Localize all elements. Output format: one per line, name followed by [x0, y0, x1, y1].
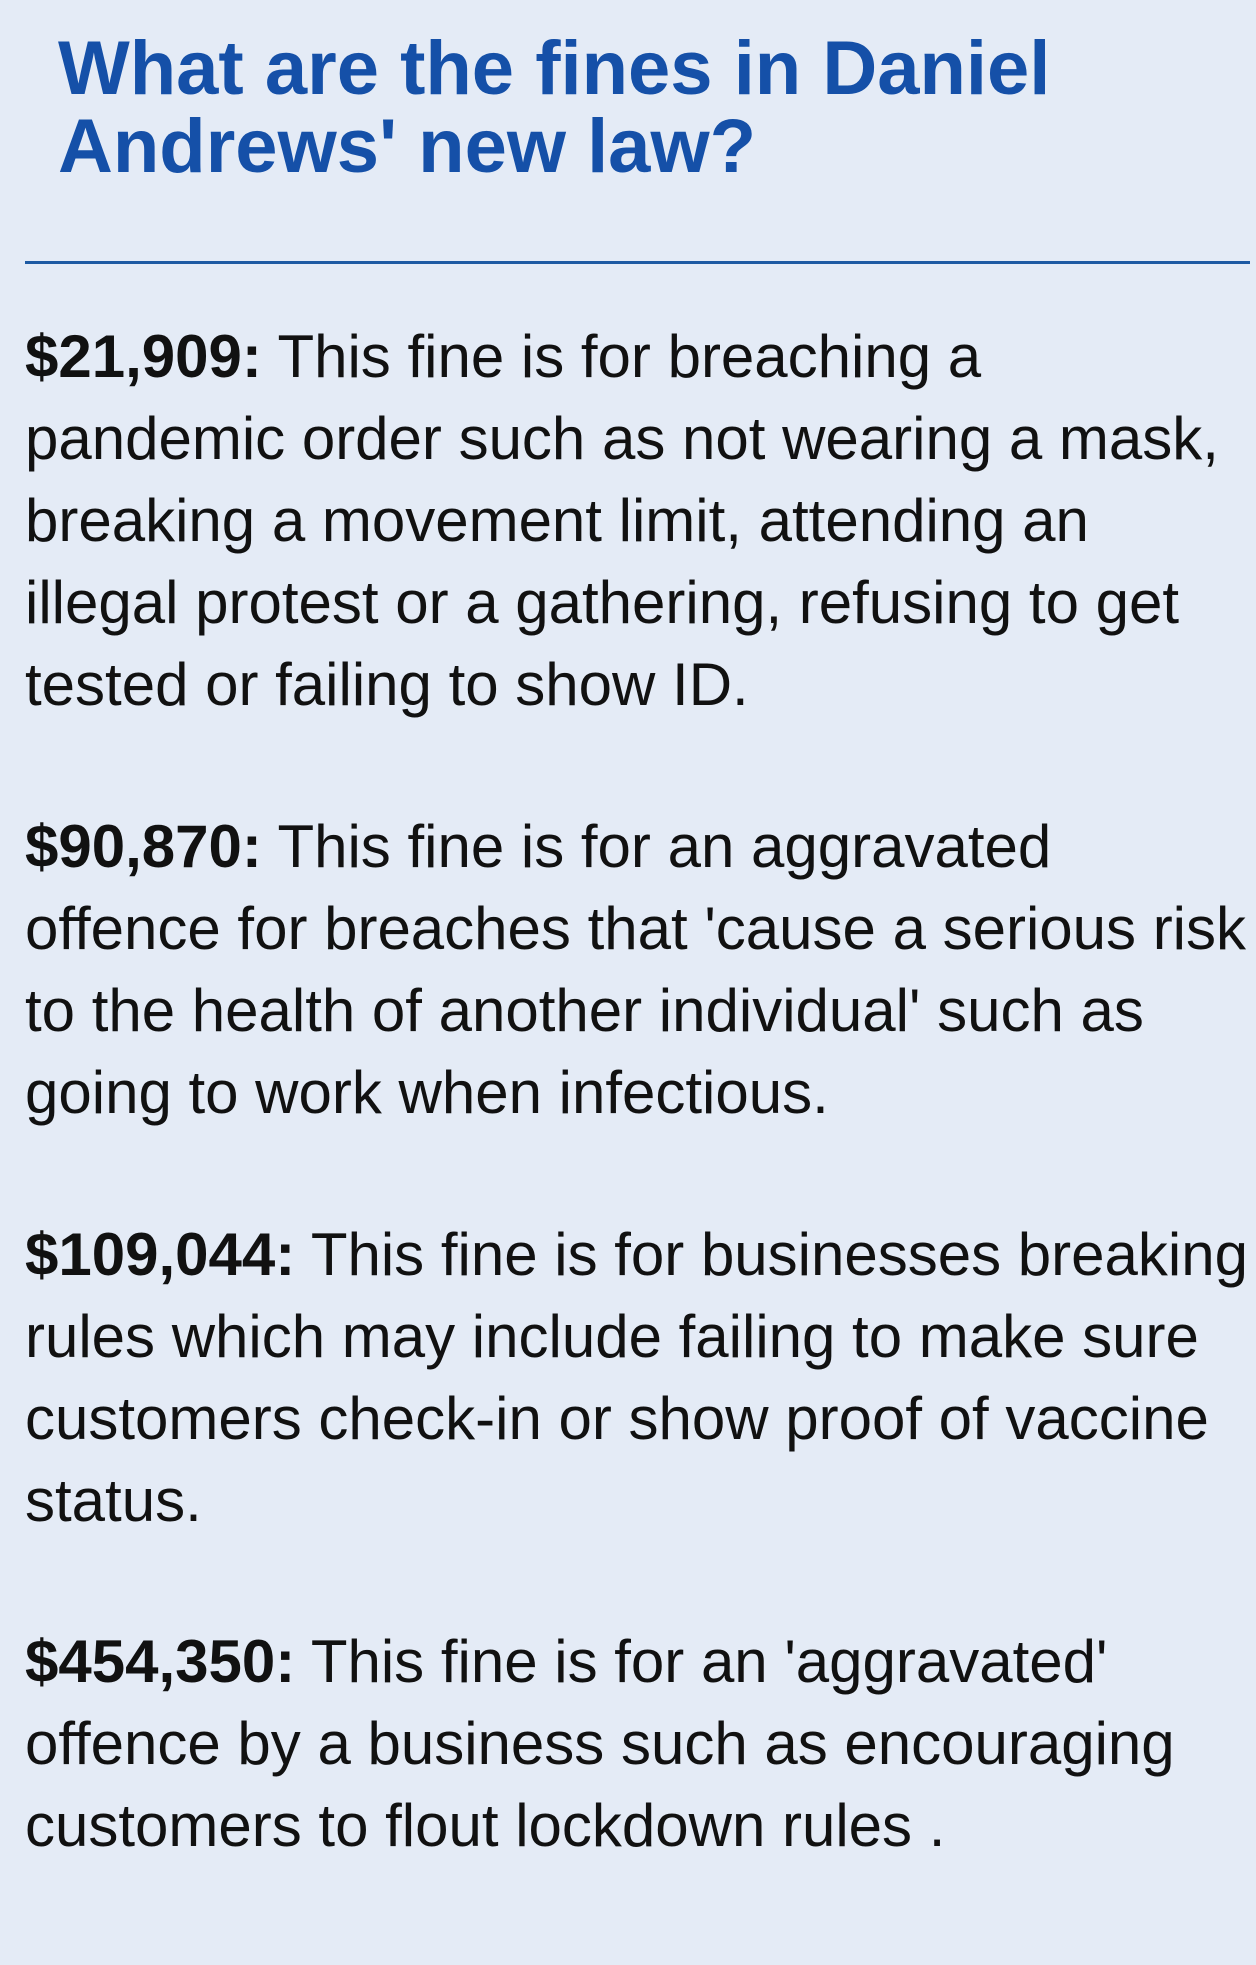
- fine-amount: $109,044:: [25, 1221, 296, 1288]
- fine-amount: $454,350:: [25, 1628, 296, 1695]
- divider: [25, 261, 1250, 264]
- fine-description: This fine is for businesses breaking rules which may include failing to make sure customers check-in or show proof of vaccine status.: [25, 1221, 1248, 1534]
- fine-amount: $90,870:: [25, 813, 262, 880]
- fine-item: [25, 1621, 1250, 1867]
- headline: What are the fines in Daniel Andrews' new law?: [58, 26, 1051, 189]
- fine-item: [25, 1214, 1250, 1542]
- fine-item: [25, 806, 1250, 1134]
- fine-item: [25, 316, 1250, 726]
- fine-amount: $21,909:: [25, 323, 262, 390]
- fine-description: This fine is for breaching a pandemic order such as not wearing a mask, breaking a movement limit, attending an illegal protest or a gathering, refusing to get tested or failing to show ID.: [25, 323, 1219, 718]
- fine-description: This fine is for an 'aggravated' offence by a business such as encouraging customers to flout lockdown rules .: [25, 1628, 1175, 1859]
- fine-description: This fine is for an aggravated offence for breaches that 'cause a serious risk to the health of another individual' such as going to work when infectious.: [25, 813, 1247, 1126]
